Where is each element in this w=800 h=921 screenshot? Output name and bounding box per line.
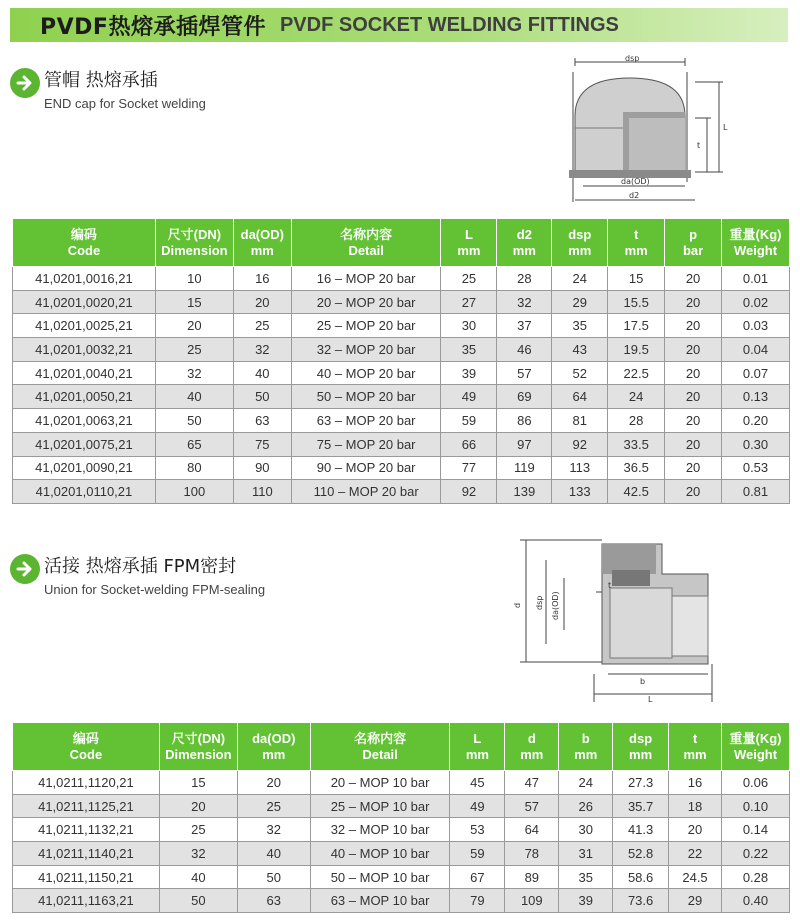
table-row (13, 771, 790, 795)
table-cell: 25 (159, 818, 237, 842)
col-header-d2: d2 mm (497, 219, 552, 267)
col-header-code: 编码 Code (13, 219, 156, 267)
table-cell: 52 (552, 361, 608, 385)
table-cell: 80 (155, 456, 233, 480)
section-end-cap-title-zh: 管帽 热熔承插 (44, 70, 158, 91)
table-cell: 41,0201,0110,21 (13, 480, 156, 504)
table-cell: 16 (233, 267, 291, 291)
col-header-daod: da(OD) mm (237, 723, 310, 771)
table-cell: 41,0211,1120,21 (13, 771, 160, 795)
table-cell: 32 (497, 290, 552, 314)
table-cell: 0.03 (722, 314, 790, 338)
table-cell: 0.20 (722, 409, 790, 433)
table-cell: 40 – MOP 20 bar (291, 361, 441, 385)
table-cell: 15 (155, 290, 233, 314)
table-cell: 20 – MOP 20 bar (291, 290, 441, 314)
table-cell: 0.04 (722, 338, 790, 362)
col-header-l: L mm (450, 723, 505, 771)
table-cell: 15 (159, 771, 237, 795)
table-cell: 97 (497, 432, 552, 456)
table-cell: 63 – MOP 20 bar (291, 409, 441, 433)
table-cell: 26 (559, 794, 613, 818)
table-cell: 41,0201,0040,21 (13, 361, 156, 385)
table-cell: 0.02 (722, 290, 790, 314)
table-cell: 0.13 (722, 385, 790, 409)
table-cell: 20 (665, 409, 722, 433)
table-cell: 41,0201,0025,21 (13, 314, 156, 338)
table-cell: 15 (608, 267, 665, 291)
col-header-weight: 重量(Kg) Weight (722, 219, 790, 267)
dim-label-t: t (697, 141, 701, 150)
table-cell: 16 – MOP 20 bar (291, 267, 441, 291)
table-cell: 41,0211,1140,21 (13, 842, 160, 866)
union-spec-table (12, 722, 790, 913)
table-cell: 25 (233, 314, 291, 338)
col-header-dimension: 尺寸(DN) Dimension (159, 723, 237, 771)
table-cell: 0.81 (722, 480, 790, 504)
table-cell: 43 (552, 338, 608, 362)
table-cell: 0.06 (721, 771, 789, 795)
table-cell: 110 (233, 480, 291, 504)
table-cell: 20 (665, 314, 722, 338)
table-row (13, 865, 790, 889)
table-cell: 41,0201,0090,21 (13, 456, 156, 480)
table-cell: 35.7 (613, 794, 669, 818)
table-cell: 20 – MOP 10 bar (310, 771, 450, 795)
table-cell: 45 (450, 771, 505, 795)
dim-label-daod: da(OD) (551, 591, 560, 620)
table-cell: 31 (559, 842, 613, 866)
table-row (13, 267, 790, 291)
table-cell: 24 (608, 385, 665, 409)
table-cell: 110 – MOP 20 bar (291, 480, 441, 504)
table-cell: 41,0211,1150,21 (13, 865, 160, 889)
table-cell: 109 (505, 889, 559, 913)
table-cell: 36.5 (608, 456, 665, 480)
table-cell: 75 (233, 432, 291, 456)
dim-label-dsp: dsp (535, 595, 544, 610)
title-bar (10, 8, 788, 42)
arrow-right-icon (10, 554, 40, 584)
table-cell: 32 (237, 818, 310, 842)
table-cell: 20 (665, 361, 722, 385)
table-cell: 25 (155, 338, 233, 362)
table-cell: 64 (505, 818, 559, 842)
table-row (13, 338, 790, 362)
table-cell: 90 (233, 456, 291, 480)
section-union-header (10, 554, 265, 597)
table-cell: 41,0201,0020,21 (13, 290, 156, 314)
table-cell: 20 (669, 818, 722, 842)
table-cell: 69 (497, 385, 552, 409)
table-cell: 22 (669, 842, 722, 866)
table-cell: 0.30 (722, 432, 790, 456)
table-cell: 16 (669, 771, 722, 795)
table-cell: 66 (441, 432, 497, 456)
table-cell: 67 (450, 865, 505, 889)
table-cell: 41,0201,0016,21 (13, 267, 156, 291)
table-row (13, 361, 790, 385)
table-cell: 41,0201,0063,21 (13, 409, 156, 433)
section-union-title-zh: 活接 热熔承插 FPM密封 (44, 556, 237, 577)
table-cell: 41,0211,1163,21 (13, 889, 160, 913)
table-cell: 32 – MOP 20 bar (291, 338, 441, 362)
table-cell: 92 (441, 480, 497, 504)
table-cell: 20 (665, 432, 722, 456)
table-row (13, 314, 790, 338)
table-row (13, 842, 790, 866)
col-header-t: t mm (669, 723, 722, 771)
col-header-code: 编码 Code (13, 723, 160, 771)
table-cell: 20 (665, 338, 722, 362)
table-cell: 100 (155, 480, 233, 504)
table-cell: 50 (237, 865, 310, 889)
table-cell: 89 (505, 865, 559, 889)
table-cell: 25 (237, 794, 310, 818)
table-cell: 50 – MOP 20 bar (291, 385, 441, 409)
table-cell: 50 (155, 409, 233, 433)
table-cell: 73.6 (613, 889, 669, 913)
col-header-dimension: 尺寸(DN) Dimension (155, 219, 233, 267)
table-cell: 57 (505, 794, 559, 818)
table-row (13, 409, 790, 433)
table-row (13, 385, 790, 409)
table-cell: 0.07 (722, 361, 790, 385)
table-cell: 35 (552, 314, 608, 338)
table-cell: 41.3 (613, 818, 669, 842)
col-header-dsp: dsp mm (613, 723, 669, 771)
dim-label-l: L (723, 123, 728, 132)
table-cell: 79 (450, 889, 505, 913)
table-cell: 32 (233, 338, 291, 362)
table-cell: 20 (155, 314, 233, 338)
table-cell: 41,0211,1125,21 (13, 794, 160, 818)
table-cell: 19.5 (608, 338, 665, 362)
col-header-t: t mm (608, 219, 665, 267)
col-header-detail: 名称内容 Detail (291, 219, 441, 267)
table-cell: 20 (665, 456, 722, 480)
table-cell: 40 (237, 842, 310, 866)
table-cell: 32 – MOP 10 bar (310, 818, 450, 842)
table-cell: 113 (552, 456, 608, 480)
table-cell: 78 (505, 842, 559, 866)
table-cell: 0.10 (721, 794, 789, 818)
table-cell: 10 (155, 267, 233, 291)
dim-label-d2: d2 (629, 191, 640, 200)
table-cell: 29 (552, 290, 608, 314)
table-cell: 15.5 (608, 290, 665, 314)
dim-label-b: b (640, 677, 646, 686)
table-cell: 50 (159, 889, 237, 913)
table-cell: 86 (497, 409, 552, 433)
table-cell: 20 (665, 290, 722, 314)
table-cell: 24 (559, 771, 613, 795)
table-cell: 64 (552, 385, 608, 409)
table-cell: 0.53 (722, 456, 790, 480)
table-cell: 63 – MOP 10 bar (310, 889, 450, 913)
table-cell: 81 (552, 409, 608, 433)
page-title-zh: PVDF热熔承插焊管件 (40, 14, 266, 40)
col-header-p: p bar (665, 219, 722, 267)
table-cell: 59 (441, 409, 497, 433)
table-cell: 49 (441, 385, 497, 409)
table-cell: 46 (497, 338, 552, 362)
table-cell: 37 (497, 314, 552, 338)
table-cell: 52.8 (613, 842, 669, 866)
table-cell: 77 (441, 456, 497, 480)
table-cell: 65 (155, 432, 233, 456)
col-header-daod: da(OD) mm (233, 219, 291, 267)
table-cell: 47 (505, 771, 559, 795)
col-header-l: L mm (441, 219, 497, 267)
dim-label-d: d (513, 602, 522, 608)
table-cell: 35 (559, 865, 613, 889)
table-cell: 53 (450, 818, 505, 842)
section-end-cap-title-en: END cap for Socket welding (44, 96, 206, 111)
page-title-en: PVDF SOCKET WELDING FITTINGS (279, 13, 619, 36)
table-cell: 27.3 (613, 771, 669, 795)
table-row (13, 480, 790, 504)
table-cell: 58.6 (613, 865, 669, 889)
table-cell: 20 (159, 794, 237, 818)
table-cell: 0.22 (721, 842, 789, 866)
table-cell: 63 (237, 889, 310, 913)
table-cell: 25 – MOP 20 bar (291, 314, 441, 338)
table-cell: 50 – MOP 10 bar (310, 865, 450, 889)
table-cell: 59 (450, 842, 505, 866)
table-cell: 28 (608, 409, 665, 433)
table-cell: 35 (441, 338, 497, 362)
table-cell: 39 (559, 889, 613, 913)
table-cell: 30 (441, 314, 497, 338)
table-cell: 49 (450, 794, 505, 818)
table-cell: 24.5 (669, 865, 722, 889)
table-cell: 33.5 (608, 432, 665, 456)
table-cell: 18 (669, 794, 722, 818)
table-cell: 41,0211,1132,21 (13, 818, 160, 842)
end-cap-diagram (565, 52, 745, 204)
dim-label-dsp: dsp (625, 54, 640, 63)
table-cell: 40 – MOP 10 bar (310, 842, 450, 866)
col-header-weight: 重量(Kg) Weight (721, 723, 789, 771)
table-cell: 40 (155, 385, 233, 409)
dim-label-t: t (608, 581, 612, 590)
table-row (13, 889, 790, 913)
table-cell: 133 (552, 480, 608, 504)
table-row (13, 794, 790, 818)
table-cell: 63 (233, 409, 291, 433)
table-cell: 57 (497, 361, 552, 385)
table-cell: 29 (669, 889, 722, 913)
table-header-row (13, 723, 790, 771)
table-cell: 0.14 (721, 818, 789, 842)
section-end-cap-header (10, 68, 206, 111)
col-header-dsp: dsp mm (552, 219, 608, 267)
table-row (13, 818, 790, 842)
table-cell: 27 (441, 290, 497, 314)
table-cell: 0.28 (721, 865, 789, 889)
table-cell: 139 (497, 480, 552, 504)
table-cell: 119 (497, 456, 552, 480)
table-header-row (13, 219, 790, 267)
table-cell: 50 (233, 385, 291, 409)
col-header-b: b mm (559, 723, 613, 771)
table-cell: 22.5 (608, 361, 665, 385)
table-cell: 25 – MOP 10 bar (310, 794, 450, 818)
section-union-title-en: Union for Socket-welding FPM-sealing (44, 582, 266, 597)
col-header-d: d mm (505, 723, 559, 771)
table-cell: 20 (665, 267, 722, 291)
dim-label-daod: da(OD) (621, 177, 650, 186)
table-cell: 28 (497, 267, 552, 291)
table-cell: 20 (665, 385, 722, 409)
table-cell: 0.40 (721, 889, 789, 913)
union-diagram (512, 534, 732, 712)
table-cell: 0.01 (722, 267, 790, 291)
table-cell: 75 – MOP 20 bar (291, 432, 441, 456)
table-cell: 20 (665, 480, 722, 504)
table-cell: 41,0201,0032,21 (13, 338, 156, 362)
arrow-right-icon (10, 68, 40, 98)
table-cell: 30 (559, 818, 613, 842)
table-cell: 32 (159, 842, 237, 866)
table-cell: 42.5 (608, 480, 665, 504)
table-cell: 41,0201,0050,21 (13, 385, 156, 409)
table-cell: 20 (237, 771, 310, 795)
table-cell: 32 (155, 361, 233, 385)
dim-label-l: L (648, 695, 653, 704)
table-cell: 92 (552, 432, 608, 456)
table-cell: 25 (441, 267, 497, 291)
table-cell: 90 – MOP 20 bar (291, 456, 441, 480)
table-cell: 17.5 (608, 314, 665, 338)
end-cap-spec-table (12, 218, 790, 504)
table-cell: 41,0201,0075,21 (13, 432, 156, 456)
col-header-detail: 名称内容 Detail (310, 723, 450, 771)
table-cell: 24 (552, 267, 608, 291)
table-cell: 40 (233, 361, 291, 385)
table-cell: 39 (441, 361, 497, 385)
table-row (13, 432, 790, 456)
table-cell: 20 (233, 290, 291, 314)
table-row (13, 290, 790, 314)
table-cell: 40 (159, 865, 237, 889)
table-row (13, 456, 790, 480)
